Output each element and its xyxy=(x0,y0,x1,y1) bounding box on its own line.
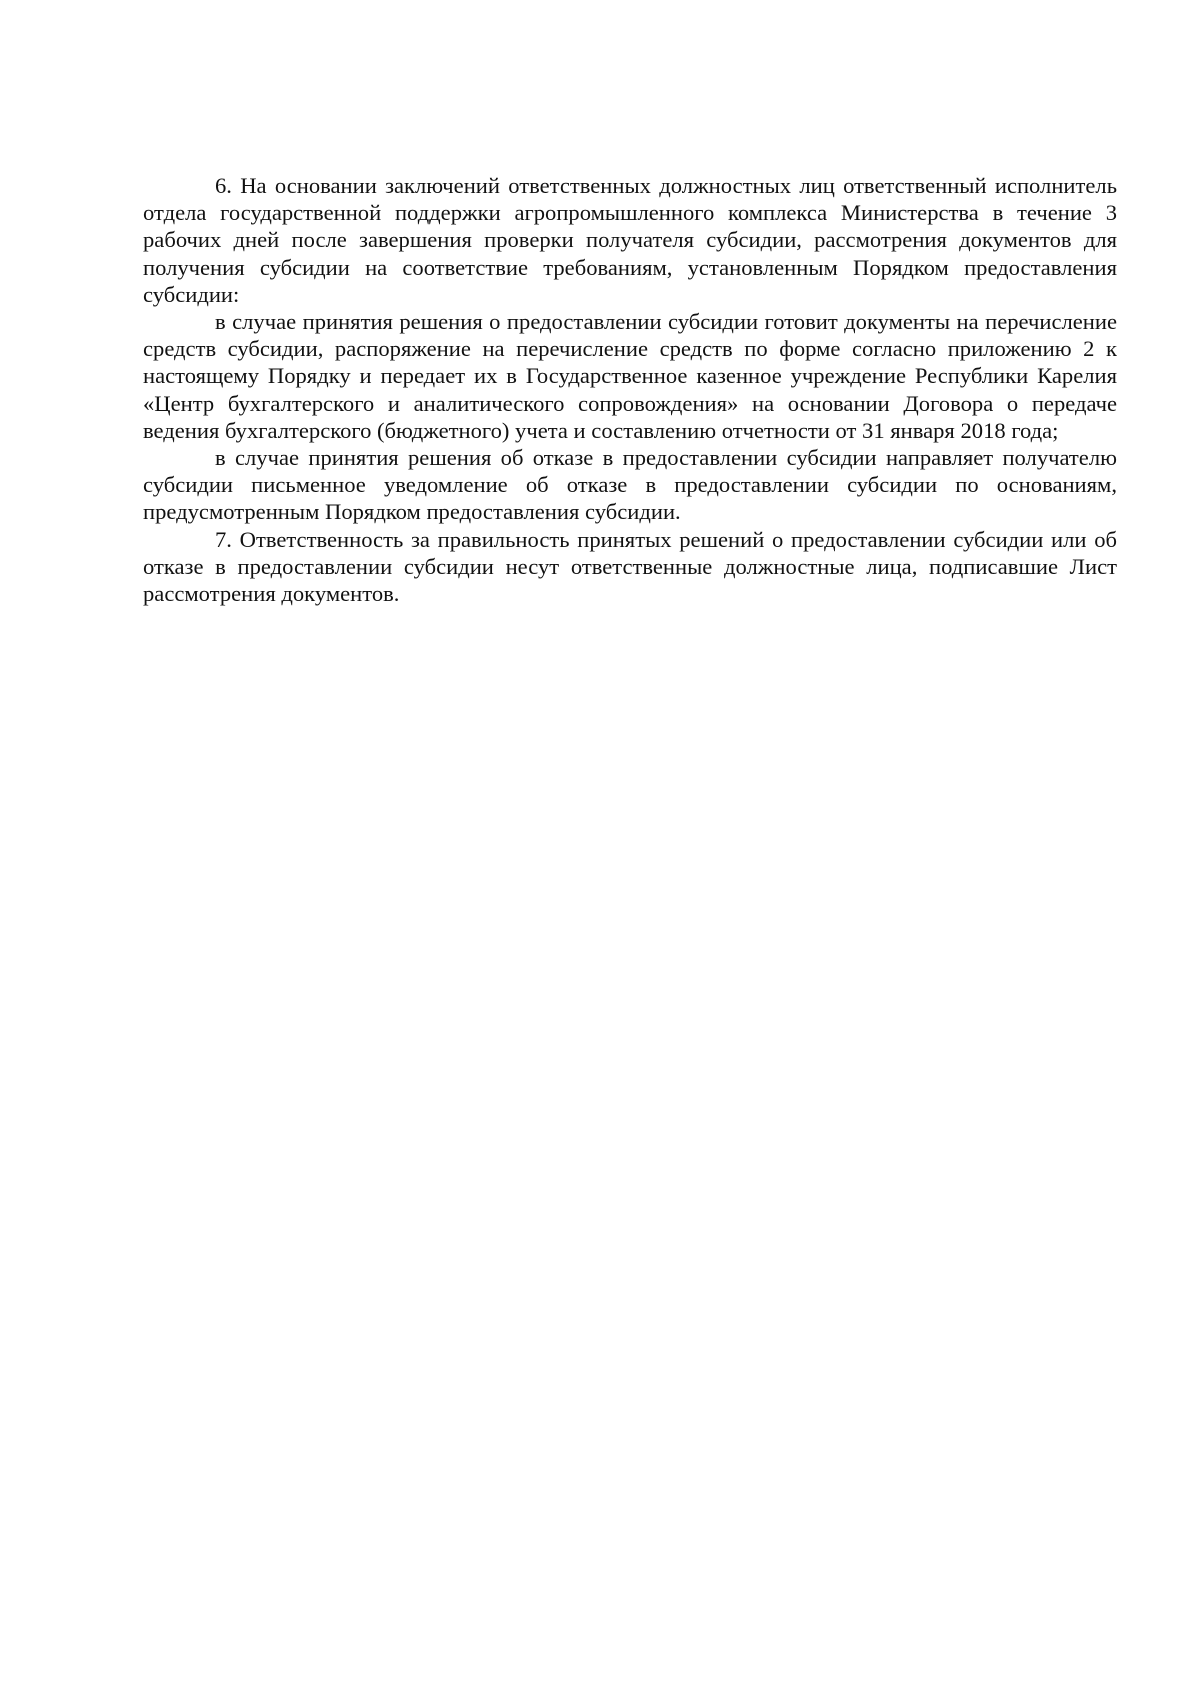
paragraph-7: 7. Ответственность за правильность принятых решений о предоставлении субсидии или об отказе в предоставлении субсидии несут ответственные должностные лица, подписавшие Лист рассмотрения документов. xyxy=(143,526,1117,607)
paragraph-6-subsidy-refused: в случае принятия решения об отказе в предоставлении субсидии направляет получателю субсидии письменное уведомление об отказе в предоставлении субсидии по основаниям, предусмотренным Порядком предоставления субсидии. xyxy=(143,445,1117,525)
paragraph-6: 6. На основании заключений ответственных должностных лиц ответственный исполнитель отдела государственной поддержки агропромышленного комплекса Министерства в течение 3 рабочих дней после завершения проверки получателя субсидии, рассмотрения документов для получения субсидии на соответствие требованиям, установленным Порядком предоставления субсидии: xyxy=(143,173,1117,307)
paragraph-6-subsidy-granted: в случае принятия решения о предоставлении субсидии готовит документы на перечисление средств субсидии, распоряжение на перечисление средств по форме согласно приложению 2 к настоящему Порядку и передает их в Государственное казенное учреждение Республики Карелия «Центр бухгалтерского и аналитического сопровождения» на основании Договора о передаче ведения бухгалтерского (бюджетного) учета и составлению отчетности от 31 января 2018 года; xyxy=(143,309,1117,443)
document-body xyxy=(143,172,1117,607)
